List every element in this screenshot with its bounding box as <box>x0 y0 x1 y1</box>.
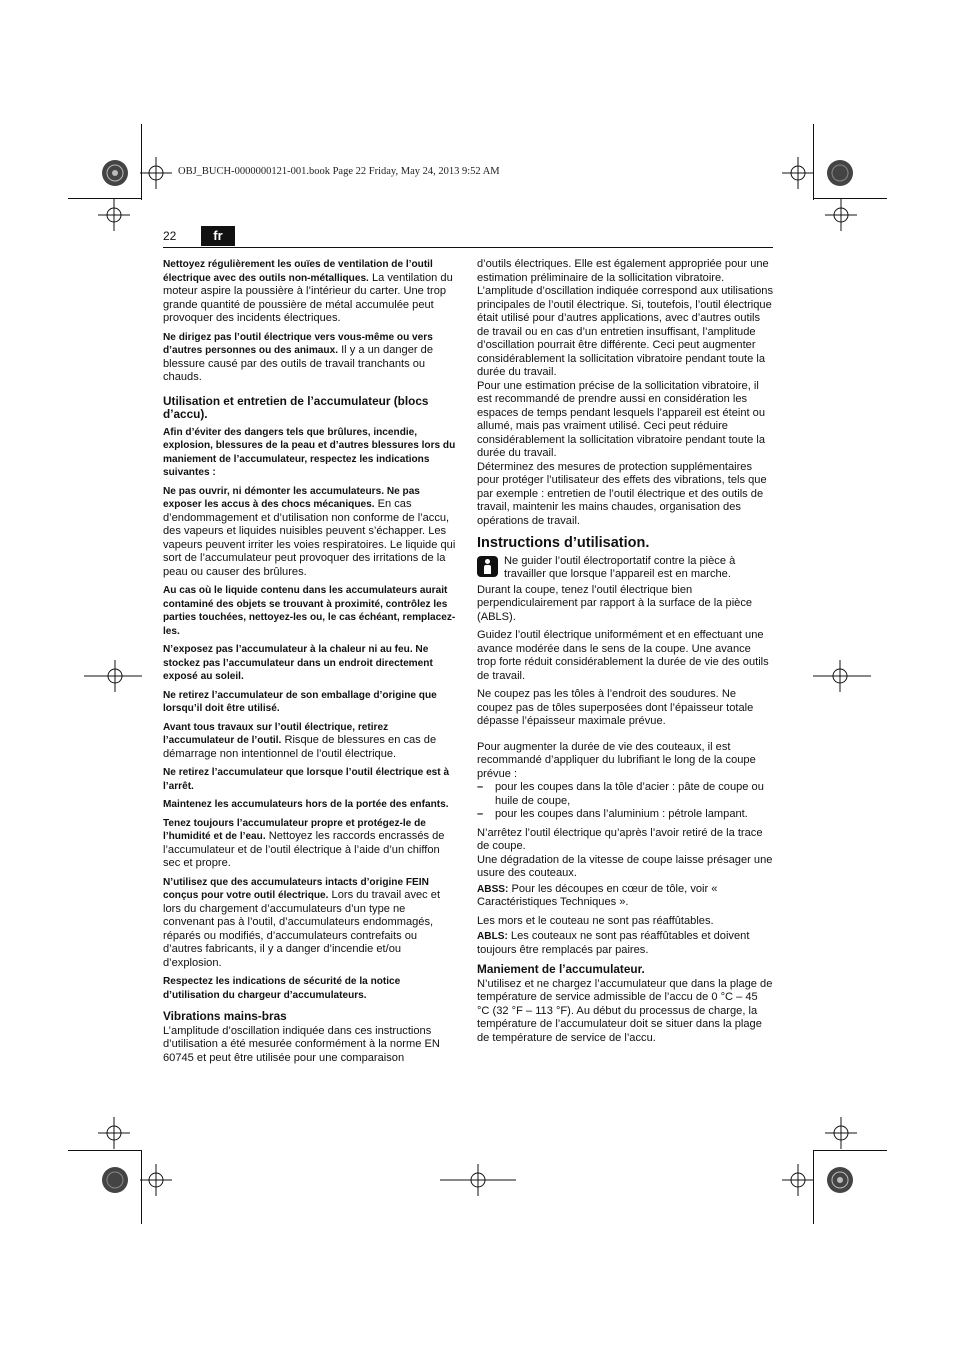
info-person-icon <box>477 556 498 577</box>
paragraph: Ne retirez l’accumulateur de son emballage d’origine que lorsqu’il doit être utilisé. <box>163 689 437 714</box>
paragraph: Guidez l’outil électrique uniformément et en effectuant une avance modérée dans le sens de la coupe. Une avance trop forte réduit considérablement la durée de vie des outils de travail. <box>477 629 769 682</box>
paragraph: Ne retirez l’accumulateur que lorsque l’outil électrique est à l’arrêt. <box>163 767 450 792</box>
header-rule <box>163 247 773 248</box>
crop-line <box>68 1150 142 1151</box>
abss-label: ABSS: <box>477 883 509 895</box>
paragraph: Ne coupez pas les tôles à l’endroit des soudures. Ne coupez pas de tôles superposées dont l’épaisseur totale dépasse l’épaisseur maximale prévue. <box>477 688 754 727</box>
crosshair-mark-icon <box>98 1117 130 1149</box>
section-heading-battery: Utilisation et entretien de l’accumulateur (blocs d’accu). <box>163 393 429 421</box>
paragraph: Ne pas ouvrir, ni démonter les accumulateurs. Ne pas exposer les accus à des chocs mécaniques. En cas d’endommagement et d’utilisation non conforme de l’accu, des vapeurs et liquides nuisibles peuvent s’échapper. Les vapeurs peuvent irriter les voies respiratoires. Le liquide qui sort de l’accumulateur peut provoquer des irritations de la peau ou causer des brûlures. <box>163 485 456 578</box>
right-column <box>477 258 773 1050</box>
registration-mark-icon <box>825 158 855 188</box>
crosshair-mark-icon <box>825 1117 857 1149</box>
paragraph: Afin d’éviter des dangers tels que brûlures, incendie, explosion, blessures de la peau et d’autres blessures lors du maniement de l’accumulateur, respectez les indications suivantes : <box>163 426 456 478</box>
paragraph: Tenez toujours l’accumulateur propre et protégez-le de l’humidité et de l’eau. Nettoyez les raccords encrassés de l’accumulateur et de l’outil électrique à l’aide d’un chiffon sec et propre. <box>163 817 445 869</box>
print-slug: OBJ_BUCH-0000000121-001.book Page 22 Friday, May 24, 2013 9:52 AM <box>178 166 500 177</box>
crosshair-mark-icon <box>140 157 172 189</box>
left-column <box>163 258 459 1070</box>
paragraph: Pour augmenter la durée de vie des couteaux, il est recommandé d’appliquer du lubrifiant le long de la coupe prévue : <box>477 740 756 780</box>
paragraph: L’amplitude d’oscillation indiquée dans ces instructions d’utilisation a été mesurée conformément à la norme EN 60745 et peut être utilisée pour une comparaison <box>163 1024 440 1064</box>
paragraph: N’utilisez et ne chargez l’accumulateur que dans la plage de température de service admissible de l’accu de 0 °C – 45 °C (32 °F – 113 °F). Au début du processus de charge, la température de l’accumulateur doit se situer dans la plage de température de service de l’accu. <box>477 977 773 1044</box>
crosshair-mark-icon <box>84 660 142 692</box>
paragraph: Ne dirigez pas l’outil électrique vers vous-même ou vers d’autres personnes ou des animaux. Il y a un danger de blessure causé par des outils de travail tranchants ou chauds. <box>163 331 433 383</box>
paragraph: d’outils électriques. Elle est également appropriée pour une estimation préliminaire de la sollicitation vibratoire. L’amplitude d’oscillation indiquée correspond aux utilisations principales de l’outil électrique. Si, toutefois, l’outil électrique était utilisé pour d’autres applications, avec d’autres outils de travail ou en cas d’un entretien insuffisant, l’amplitude d’oscillation pourrait être différente. Ceci peut augmenter considérablement la sollicitation vibratoire pendant toute la durée du travail. <box>477 258 774 378</box>
crosshair-mark-icon <box>98 199 130 231</box>
paragraph: N’utilisez que des accumulateurs intacts d’origine FEIN conçus pour votre outil électrique. Lors du travail avec et lors du chargement d’accumulateurs d’un type ne convenant pas à l’outil, d’accumulateurs endommagés, réparés ou modifiés, d’accumulateurs contrefaits ou d’autres fabricants, il y a danger d’incendie et/ou d’explosion. <box>163 876 441 969</box>
paragraph: Pour une estimation précise de la sollicitation vibratoire, il est recommandé de prendre aussi en considération les espaces de temps pendant lesquels l’appareil est éteint ou allumé, mais pas vraiment utilisé. Ceci peut réduire considérablement la sollicitation vibratoire pendant toute la durée du travail. <box>477 379 766 459</box>
paragraph: Déterminez des mesures de protection supplémentaires pour protéger l’utilisateur des effets des vibrations, tels que par exemple : entretien de l’outil électrique et des outils de travail, maintenir les mains chaudes, organisation des opérations de travail. <box>477 460 767 527</box>
crop-line <box>813 1150 887 1151</box>
paragraph: Au cas où le liquide contenu dans les accumulateurs aurait contaminé des objets se trouvant à proximité, contrôlez les parties touchées, nettoyez-les ou, le cas échéant, remplacez-les. <box>163 585 456 637</box>
crosshair-mark-icon <box>825 199 857 231</box>
paragraph: Nettoyez régulièrement les ouïes de ventilation de l’outil électrique avec des outils non-métalliques. La ventilation du moteur aspire la poussière à l’intérieur du carter. Une trop grande quantité de poussière de métal accumulée peut provoquer des incidents électriques. <box>163 259 453 324</box>
page-number: 22 <box>163 229 177 243</box>
paragraph: ABLS: Les couteaux ne sont pas réaffûtables et doivent toujours être remplacés par paires. <box>477 930 750 956</box>
paragraph: Maintenez les accumulateurs hors de la portée des enfants. <box>163 799 449 810</box>
crosshair-mark-icon <box>440 1164 516 1196</box>
crosshair-mark-icon <box>140 1164 172 1196</box>
crosshair-mark-icon <box>782 1164 814 1196</box>
language-tab: fr <box>201 226 235 246</box>
note-text: Ne guider l’outil électroportatif contre la pièce à travailler que lorsque l’appareil est en marche. <box>504 554 736 580</box>
paragraph: Une dégradation de la vitesse de coupe laisse présager une usure des couteaux. <box>477 853 773 879</box>
paragraph: Avant tous travaux sur l’outil électrique, retirez l’accumulateur de l’outil. Risque de blessures en cas de démarrage non intentionnel de l’outil électrique. <box>163 721 437 760</box>
paragraph: Durant la coupe, tenez l’outil électrique bien perpendiculairement par rapport à la surface de la pièce (ABLS). <box>477 583 753 623</box>
paragraph: N’arrêtez l’outil électrique qu’après l’avoir retiré de la trace de coupe. <box>477 826 763 852</box>
abls-label: ABLS: <box>477 931 508 942</box>
note-block <box>477 555 773 582</box>
paragraph: Les mors et le couteau ne sont pas réaffûtables. <box>477 914 714 927</box>
section-heading-handling: Maniement de l’accumulateur. <box>477 962 645 976</box>
registration-mark-icon <box>825 1165 855 1195</box>
list-item: – pour les coupes dans l’aluminium : pétrole lampant. <box>477 808 773 822</box>
paragraph: Respectez les indications de sécurité de la notice d’utilisation du chargeur d’accumulateurs. <box>163 976 401 1001</box>
list-item: – pour les coupes dans la tôle d’acier : pâte de coupe ou huile de coupe, <box>477 781 773 808</box>
registration-mark-icon <box>100 158 130 188</box>
paragraph: N’exposez pas l’accumulateur à la chaleur ni au feu. Ne stockez pas l’accumulateur dans un endroit directement exposé au soleil. <box>163 644 433 682</box>
lubricant-list <box>477 781 773 822</box>
crosshair-mark-icon <box>782 157 814 189</box>
section-heading-instructions: Instructions d’utilisation. <box>477 535 650 551</box>
paragraph: ABSS: Pour les découpes en cœur de tôle, voir « Caractéristiques Techniques ». <box>477 882 718 908</box>
crosshair-mark-icon <box>813 660 871 692</box>
section-heading-vibration: Vibrations mains-bras <box>163 1009 287 1023</box>
registration-mark-icon <box>100 1165 130 1195</box>
